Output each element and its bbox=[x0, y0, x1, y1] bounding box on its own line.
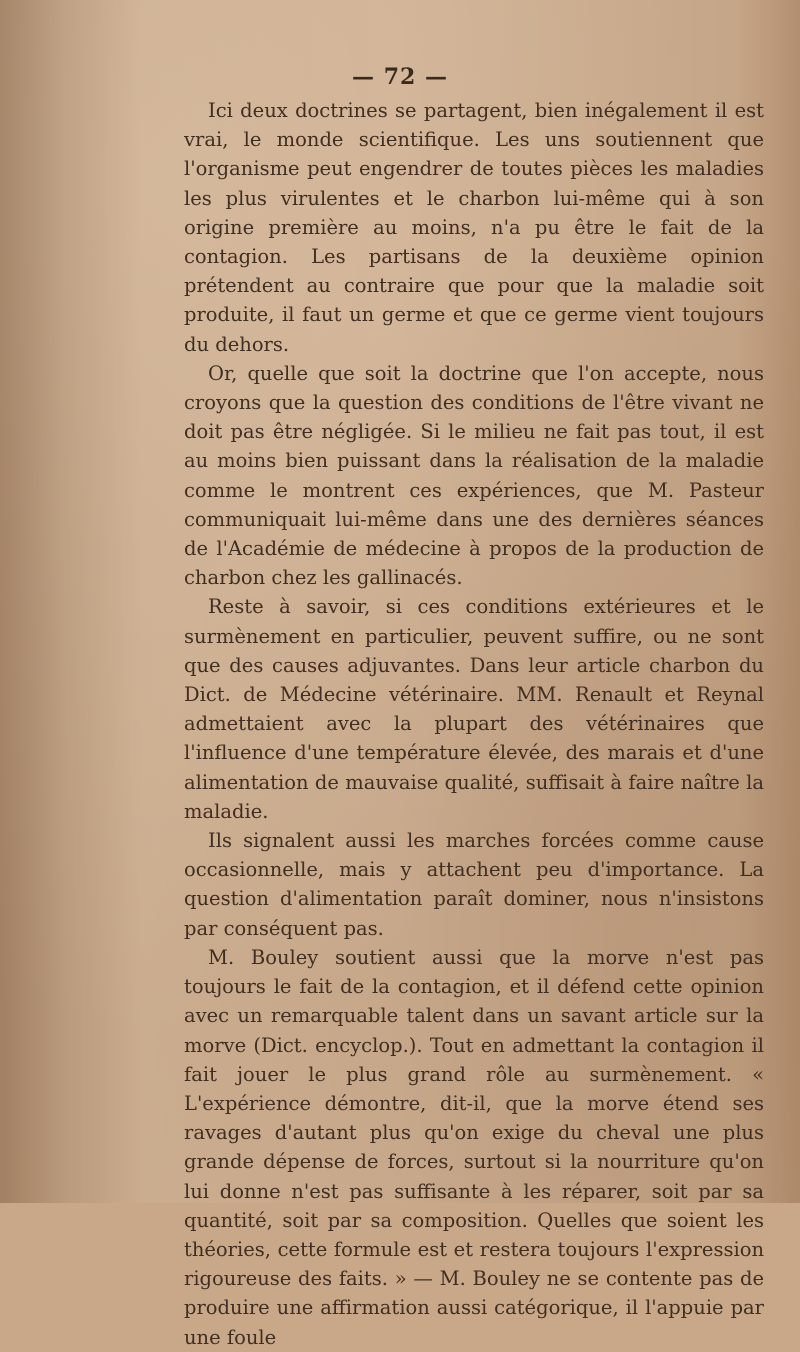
paragraph-5: M. Bouley soutient aussi que la morve n'est pas toujours le fait de la contagion, et il défend cette opinion avec un remarquable talent dans un savant article sur la morve (Dict. encyclop.). Tout en admettant la contagion il fait jouer le plus grand rôle au surmènement. « L'expérience démontre, dit-il, que la morve étend ses ravages d'autant plus qu'on exige du cheval une plus grande dépense de forces, surtout si la nourriture qu'on lui donne n'est pas suffisante à les réparer, soit par sa quantité, soit par sa composition. Quelles que soient les théories, cette formule est et restera toujours l'expression rigoureuse des faits. » — M. Bouley ne se contente pas de produire une affirmation aussi catégorique, il l'appuie par une foule bbox=[184, 945, 764, 1349]
paragraph-2: Or, quelle que soit la doctrine que l'on accepte, nous croyons que la question des conditions de l'être vivant ne doit pas être négligée. Si le milieu ne fait pas tout, il est au moins bien puissant dans la réalisation de la maladie comme le montrent ces expériences, que M. Pasteur communiquait lui-même dans une des dernières séances de l'Académie de médecine à propos de la production de charbon chez les gallinacés. bbox=[184, 361, 764, 590]
paragraph-3: Reste à savoir, si ces conditions extérieures et le surmènement en particulier, peuvent suffire, ou ne sont que des causes adjuvantes. Dans leur article charbon du Dict. de Médecine vétérinaire. MM. Renault et Reynal admettaient avec la plupart des vétérinaires que l'influence d'une température élevée, des marais et d'une alimentation de mauvaise qualité, suffisait à faire naître la maladie. bbox=[184, 595, 764, 823]
page-edge-shadow bbox=[0, 0, 140, 1203]
paragraph-4: Ils signalent aussi les marches forcées comme cause occasionnelle, mais y attachent peu d'importance. La question d'alimentation paraît dominer, nous n'insistons par conséquent pas. bbox=[184, 829, 764, 940]
body-text bbox=[184, 96, 764, 1352]
page-number: — 72 — bbox=[352, 64, 448, 90]
paragraph-1: Ici deux doctrines se partagent, bien inégalement il est vrai, le monde scientifique. Les uns soutiennent que l'organisme peut engendrer de toutes pièces les maladies les plus virulentes et le charbon lui-même qui à son origine première au moins, n'a pu être le fait de la contagion. Les partisans de la deuxième opinion prétendent au contraire que pour que la maladie soit produite, il faut un germe et que ce germe vient toujours du dehors. bbox=[184, 99, 764, 356]
